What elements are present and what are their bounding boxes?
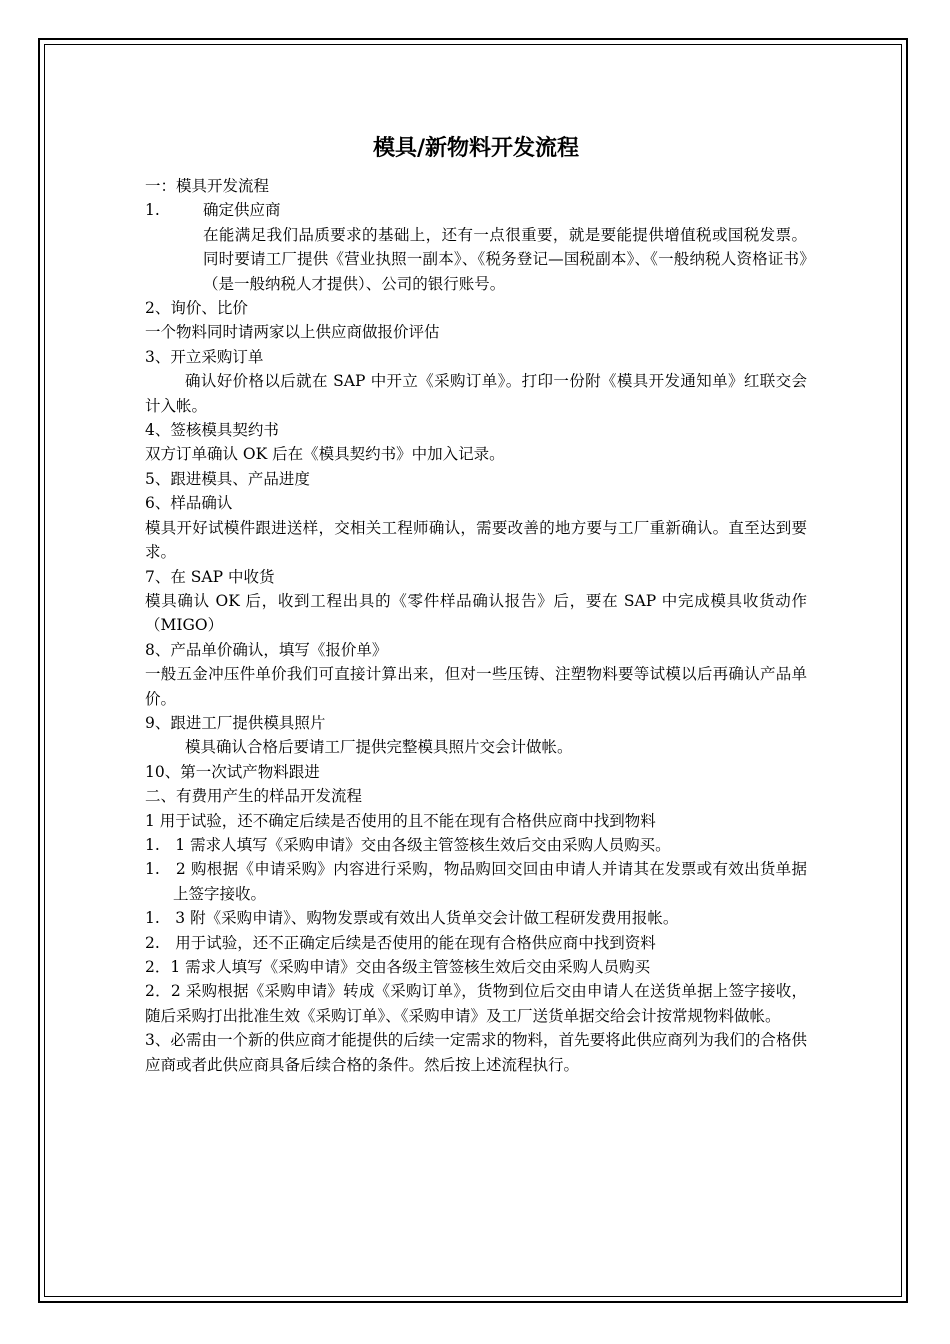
- item3-body: 3、必需由一个新的供应商才能提供的后续一定需求的物料，首先要将此供应商列为我们的合格供应商或者此供应商具备后续合格的条件。然后按上述流程执行。: [145, 1031, 807, 1074]
- step6-body: 模具开好试模件跟进送样，交相关工程师确认，需要改善的地方要与工厂重新确认。直至达到要求。: [145, 518, 807, 562]
- document-title: 模具/新物料开发流程: [372, 135, 580, 161]
- step4-heading: 4、签核模具契约书: [145, 421, 279, 440]
- step9-heading: 9、跟进工厂提供模具照片: [145, 713, 326, 732]
- item1-heading: 1 用于试验，还不确定后续是否使用的且不能在现有合格供应商中找到物料: [145, 811, 656, 830]
- step5-heading: 5、跟进模具、产品进度: [145, 469, 310, 488]
- item1-sub1: 1. 1 需求人填写《采购申请》交由各级主管签核生效后交由采购人员购买。: [145, 835, 671, 854]
- step9-body: 模具确认合格后要请工厂提供完整模具照片交会计做帐。: [185, 738, 573, 757]
- item2-heading: 2. 用于试验，还不正确定后续是否使用的能在现有合格供应商中找到资料: [145, 933, 656, 952]
- step6-heading: 6、样品确认: [145, 494, 233, 513]
- step2-body: 一个物料同时请两家以上供应商做报价评估: [145, 323, 440, 342]
- item2-sub1: 2．1 需求人填写《采购申请》交由各级主管签核生效后交由采购人员购买: [145, 958, 651, 976]
- step1-number: 1.: [145, 201, 160, 220]
- step7-body: 模具确认 OK 后，收到工程出具的《零件样品确认报告》后，要在 SAP 中完成模具收货动作（MIGO）: [145, 591, 807, 635]
- step7-heading: 7、在 SAP 中收货: [145, 567, 275, 586]
- item2-sub2: 2．2 采购根据《采购申请》转成《采购订单》，货物到位后交由申请人在送货单据上签字接收，随后采购打出批准生效《采购订单》、《采购申请》及工厂送货单据交给会计按常规物料做帐。: [145, 982, 807, 1025]
- step8-body: 一般五金冲压件单价我们可直接计算出来，但对一些压铸、注塑物料要等试模以后再确认产品单价。: [145, 665, 807, 708]
- document-body: [145, 128, 807, 1077]
- step3-heading: 3、开立采购订单: [145, 347, 264, 366]
- item1-sub2: 1. 2 购根据《申请采购》内容进行采购，物品购回交回由申请人并请其在发票或有效出货单据上签字接收。: [145, 860, 807, 903]
- step2-heading: 2、询价、比价: [145, 299, 248, 318]
- section1-heading: 一：模具开发流程: [145, 177, 270, 195]
- section2-heading: 二、有费用产生的样品开发流程: [145, 787, 363, 806]
- step8-heading: 8、产品单价确认，填写《报价单》: [145, 640, 388, 659]
- step10-heading: 10、第一次试产物料跟进: [145, 762, 320, 781]
- step3-body: 确认好价格以后就在 SAP 中开立《采购订单》。打印一份附《模具开发通知单》红联交会计入帐。: [145, 372, 807, 415]
- step1-body: 在能满足我们品质要求的基础上，还有一点很重要，就是要能提供增值税或国税发票。同时要请工厂提供《营业执照一副本》、《税务登记—国税副本》、《一般纳税人资格证书》（是一般纳税人才提供）、公司的银行账号。: [203, 225, 807, 293]
- step4-body: 双方订单确认 OK 后在《模具契约书》中加入记录。: [145, 445, 505, 464]
- step1-label: 确定供应商: [203, 201, 281, 220]
- step1-heading: [145, 198, 807, 222]
- item1-sub3: 1. 3 附《采购申请》、购物发票或有效出人货单交会计做工程研发费用报帐。: [145, 909, 679, 928]
